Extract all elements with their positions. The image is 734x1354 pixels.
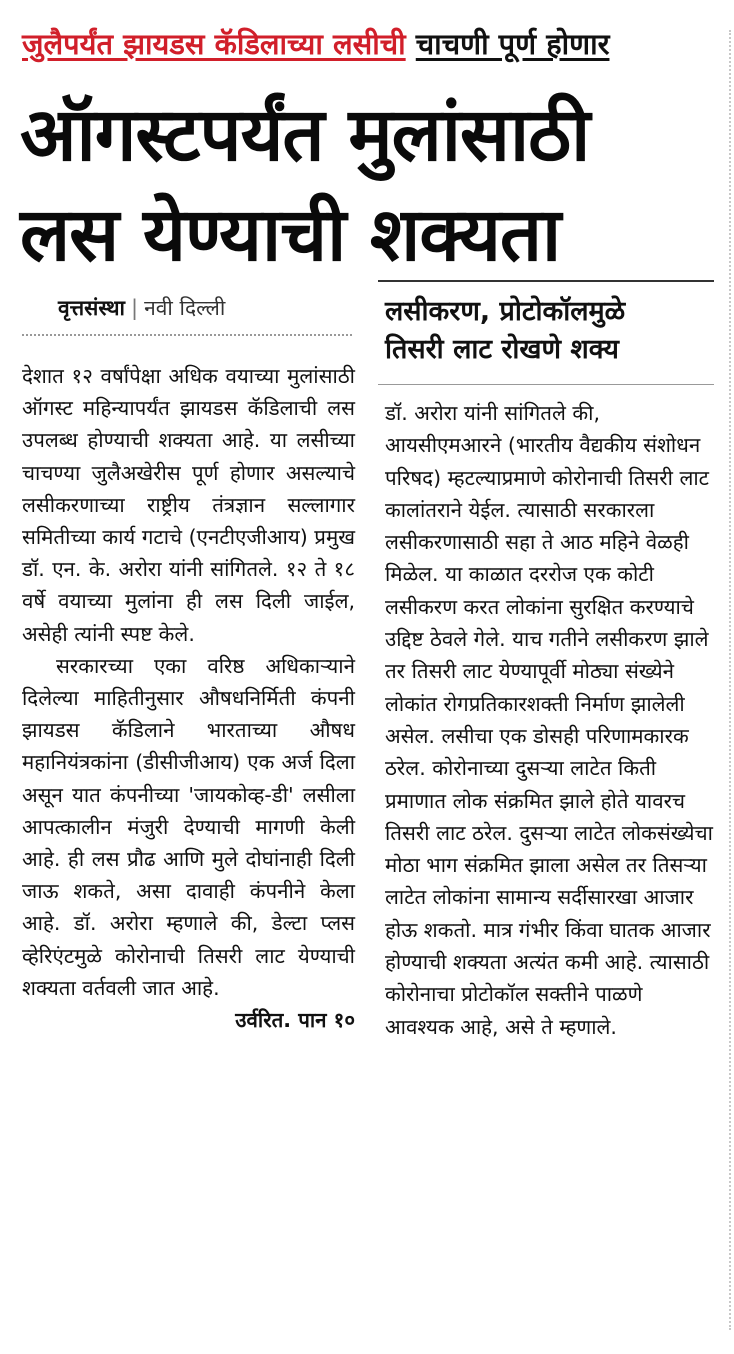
article-column-right <box>385 397 715 1043</box>
subheadline-line-2: तिसरी लाट रोखणे शक्य <box>385 334 619 365</box>
left-paragraph-2: सरकारच्या एका वरिष्ठ अधिकाऱ्याने दिलेल्या माहितीनुसार औषधनिर्मिती कंपनी झायडस कॅडिलाने भारताच्या औषध महानियंत्रकांना (डीसीजीआय) एक अर्ज दिला असून यात कंपनीच्या 'जायकोव्ह-डी' लसीला आपत्कालीन मंजुरी देण्याची मागणी केली आहे. ही लस प्रौढ आणि मुले दोघांनाही दिली जाऊ शकते, असा दावाही कंपनीने केला आहे. डॉ. अरोरा म्हणाले की, डेल्टा प्लस व्हेरिएंटमुळे कोरोनाची तिसरी लाट येण्याची शक्यता वर्तवली जात आहे. <box>22 653 355 1000</box>
headline-line-1: ऑगस्टपर्यंत मुलांसाठी <box>20 92 590 178</box>
subheadline-divider <box>378 384 714 385</box>
continued-on-page: उर्वरित. पान १० <box>235 1008 355 1033</box>
article-column-left <box>22 360 355 1036</box>
subheadline <box>385 293 715 369</box>
subheadline-line-1: लसीकरण, प्रोटोकॉलमुळे <box>385 296 626 327</box>
kicker-red-text: जुलैपर्यंत झायडस कॅडिलाच्या लसीची <box>22 27 406 61</box>
headline <box>20 85 720 285</box>
page-edge-dotted-border <box>729 30 731 1330</box>
kicker-black-text: चाचणी पूर्ण होणार <box>415 27 610 61</box>
right-paragraph-1: डॉ. अरोरा यांनी सांगितले की, आयसीएमआरने (भारतीय वैद्यकीय संशोधन परिषद) म्हटल्याप्रमाणे कोरोनाची तिसरी लाट कालांतराने येईल. त्यासाठी सरकारला लसीकरणासाठी सहा ते आठ महिने वेळही मिळेल. या काळात दररोज एक कोटी लसीकरण करत लोकांना सुरक्षित करण्याचे उद्दिष्ट ठेवले गेले. याच गतीने लसीकरण झाले तर तिसरी लाट येण्यापूर्वी मोठ्या संख्येने लोकांत रोगप्रतिकारशक्ती निर्माण झालेली असेल. लसीचा एक डोसही परिणामकारक ठरेल. कोरोनाच्या दुसऱ्या लाटेत किती प्रमाणात लोक संक्रमित झाले होते यावरच तिसरी लाट ठरेल. दुसऱ्या लाटेत लोकसंख्येचा मोठा भाग संक्रमित झाला असेल तर तिसऱ्या लाटेत लोकांना सामान्य सर्दीसारखा आजार होऊ शकतो. मात्र गंभीर किंवा घातक आजार होण्याची शक्यता अत्यंत कमी आहे. त्यासाठी कोरोनाचा प्रोटोकॉल सक्तीने पाळणे आवश्यक आहे, असे ते म्हणाले. <box>385 401 713 1039</box>
headline-line-2: लस येण्याची शक्यता <box>20 192 561 278</box>
kicker-line <box>22 20 722 68</box>
byline-city: नवी दिल्ली <box>144 296 226 320</box>
headline-underline-rule <box>378 280 714 282</box>
byline-separator: | <box>131 296 139 320</box>
byline-agency: वृत्तसंस्था <box>58 296 125 320</box>
left-paragraph-1: देशात १२ वर्षांपेक्षा अधिक वयाच्या मुलांसाठी ऑगस्ट महिन्यापर्यंत झायडस कॅडिलाची लस उपलब्ध होण्याची शक्यता आहे. या लसीच्या चाचण्या जुलैअखेरीस पूर्ण होणार असल्याचे लसीकरणाच्या राष्ट्रीय तंत्रज्ञान सल्लागार समितीच्या कार्य गटाचे (एनटीएजीआय) प्रमुख डॉ. एन. के. अरोरा यांनी सांगितले. १२ ते १८ वर्षे वयाच्या मुलांना ही लस दिली जाईल, असेही त्यांनी स्पष्ट केले. <box>22 364 355 646</box>
byline <box>58 293 358 323</box>
byline-dotted-divider <box>22 334 352 336</box>
